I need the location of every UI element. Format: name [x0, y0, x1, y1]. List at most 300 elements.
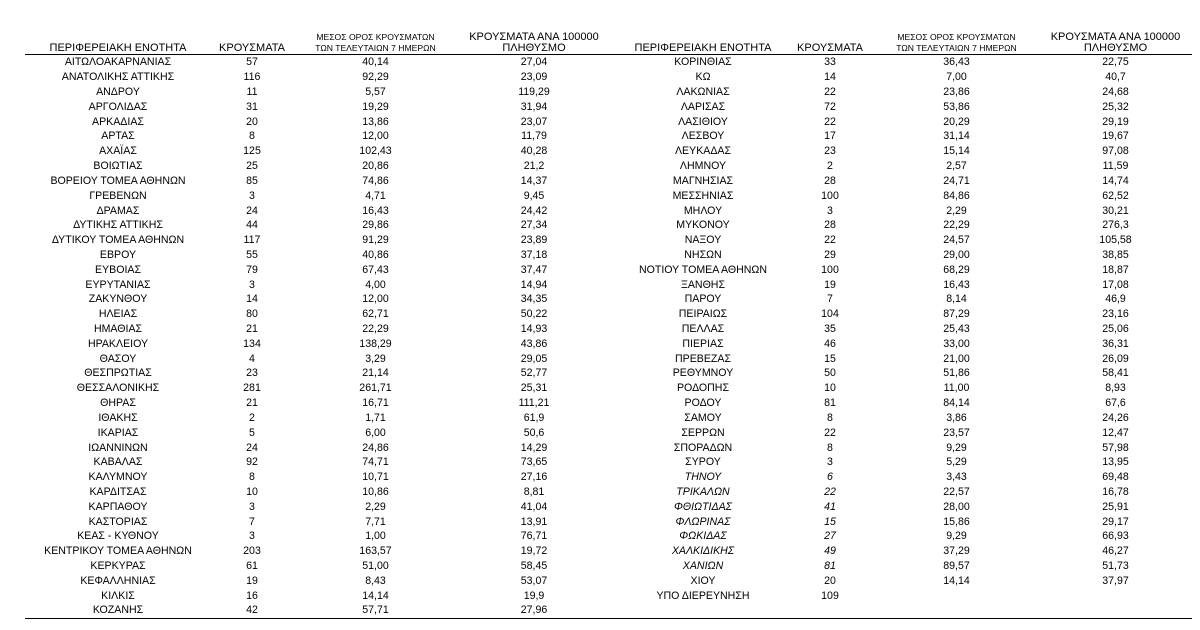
left-cases-cell: 61 [246, 560, 258, 573]
right-per100k-cell: 13,95 [1102, 456, 1129, 469]
left-cases-cell: 5 [249, 426, 255, 439]
left-region-cell: ΕΥΡΥΤΑΝΙΑΣ [85, 278, 151, 291]
right-per100k-cell: 97,08 [1102, 145, 1129, 158]
left-per100k-cell: 61,9 [523, 411, 545, 424]
right-cases-cell: 41 [824, 500, 836, 513]
column-spacer [610, 396, 620, 411]
column-spacer [610, 366, 620, 381]
left-per100k-cell: 14,37 [520, 174, 548, 187]
table-row [25, 277, 1192, 292]
left-avg7-cell: 22,29 [362, 323, 389, 336]
left-cases-cell: 8 [249, 130, 255, 143]
left-cases-cell: 24 [246, 441, 258, 454]
table-row [25, 322, 1192, 337]
left-per100k-cell: 23,09 [520, 71, 548, 84]
right-region-cell: ΠΕΙΡΑΙΩΣ [678, 308, 728, 321]
table-row [25, 470, 1192, 485]
table-row [25, 174, 1192, 189]
right-cases-cell: 35 [824, 323, 836, 336]
right-region-cell: ΜΥΚΟΝΟΥ [676, 219, 730, 232]
right-cases-cell: 33 [824, 56, 836, 69]
right-avg7-cell: 8,14 [946, 293, 967, 306]
table-row [25, 233, 1192, 248]
left-avg7-cell: 57,71 [293, 603, 458, 618]
left-cases-cell: 3 [249, 278, 255, 291]
left-avg7-cell: 1,71 [365, 411, 386, 424]
right-region-cell: ΦΩΚΙΔΑΣ [679, 530, 727, 543]
right-cases-cell: 104 [821, 308, 839, 321]
header-per100k-right [1039, 21, 1192, 55]
left-avg7-cell: 16,43 [362, 204, 389, 217]
header-avg7-right-line2: ΤΩΝ ΤΕΛΕΥΤΑΙΩΝ 7 ΗΜΕΡΩΝ [896, 43, 1017, 53]
right-cases-cell: 19 [824, 278, 836, 291]
header-avg7-line2: ΤΩΝ ΤΕΛΕΥΤΑΙΩΝ 7 ΗΜΕΡΩΝ [315, 43, 436, 53]
table-row [25, 499, 1192, 514]
right-per100k-cell: 30,21 [1102, 204, 1129, 217]
right-avg7-cell: 23,86 [943, 86, 970, 99]
right-region-cell: ΦΛΩΡΙΝΑΣ [675, 515, 731, 528]
right-avg7-cell: 51,86 [943, 367, 970, 380]
left-per100k-cell: 27,96 [458, 603, 610, 618]
right-avg7-cell: 16,43 [943, 278, 970, 291]
right-avg7-cell: 14,14 [943, 574, 970, 587]
table-row [25, 603, 1192, 618]
left-region-cell: ΔΡΑΜΑΣ [96, 204, 140, 217]
right-per100k-cell: 276,3 [1102, 219, 1129, 232]
table-row [25, 411, 1192, 426]
left-avg7-cell: 92,29 [362, 71, 389, 84]
left-per100k-cell: 34,35 [520, 293, 548, 306]
column-spacer [610, 188, 620, 203]
right-per100k-cell: 25,91 [1102, 500, 1129, 513]
left-avg7-cell: 14,14 [362, 589, 389, 602]
right-cases-cell: 15 [824, 515, 836, 528]
table-row [25, 55, 1192, 70]
left-per100k-cell: 19,9 [523, 589, 545, 602]
right-avg7-cell: 3,86 [946, 411, 967, 424]
right-per100k-cell: 18,87 [1102, 263, 1129, 276]
left-cases-cell: 79 [246, 263, 258, 276]
left-avg7-cell: 74,86 [362, 174, 389, 187]
left-cases-cell: 21 [246, 397, 258, 410]
right-cases-cell: 3 [827, 204, 833, 217]
header-cases-right: ΚΡΟΥΣΜΑΤΑ [797, 42, 863, 54]
right-region-cell [620, 603, 786, 618]
table-row [25, 99, 1192, 114]
table-row [25, 292, 1192, 307]
table-row [25, 85, 1192, 100]
right-per100k-cell: 12,47 [1102, 426, 1129, 439]
column-spacer [610, 603, 620, 618]
left-per100k-cell: 9,45 [523, 189, 545, 202]
left-per100k-cell: 19,72 [520, 545, 548, 558]
table-row [25, 455, 1192, 470]
left-per100k-cell: 41,04 [520, 500, 548, 513]
left-per100k-cell: 119,29 [518, 86, 550, 99]
table-row [25, 262, 1192, 277]
right-per100k-cell [1039, 588, 1192, 603]
right-cases-cell: 10 [824, 382, 836, 395]
header-avg7-right-line1: ΜΕΣΟΣ ΟΡΟΣ ΚΡΟΥΣΜΑΤΩΝ [897, 32, 1016, 42]
column-spacer [610, 559, 620, 574]
column-spacer [610, 440, 620, 455]
left-cases-cell: 8 [249, 471, 255, 484]
left-per100k-cell: 14,94 [520, 278, 548, 291]
right-region-cell: ΤΡΙΚΑΛΩΝ [676, 485, 730, 498]
right-per100k-cell: 51,73 [1102, 560, 1129, 573]
column-spacer [610, 573, 620, 588]
table-row [25, 514, 1192, 529]
column-spacer [610, 114, 620, 129]
table-header-row [25, 21, 1192, 55]
header-avg7 [293, 21, 458, 55]
right-cases-cell: 49 [824, 545, 836, 558]
right-cases-cell: 28 [824, 219, 836, 232]
table-row [25, 159, 1192, 174]
left-avg7-cell: 4,71 [365, 189, 386, 202]
right-avg7-cell: 15,14 [943, 145, 970, 158]
left-avg7-cell: 67,43 [362, 263, 389, 276]
left-region-cell: ΙΩΑΝΝΙΝΩΝ [88, 441, 148, 454]
right-avg7-cell: 3,43 [946, 471, 967, 484]
right-region-cell: ΥΠΟ ΔΙΕΡΕΥΝΗΣΗ [656, 589, 750, 602]
left-per100k-cell: 24,42 [520, 204, 548, 217]
left-region-cell: ΘΕΣΣΑΛΟΝΙΚΗΣ [76, 382, 160, 395]
table-row [25, 573, 1192, 588]
left-region-cell: ΔΥΤΙΚΗΣ ΑΤΤΙΚΗΣ [73, 219, 163, 232]
left-cases-cell: 55 [246, 248, 258, 261]
left-per100k-cell: 14,93 [520, 323, 548, 336]
left-avg7-cell: 5,57 [365, 86, 386, 99]
column-spacer [610, 144, 620, 159]
left-cases-cell: 23 [246, 367, 258, 380]
table-row [25, 559, 1192, 574]
right-per100k-cell: 46,9 [1105, 293, 1126, 306]
left-per100k-cell: 52,77 [520, 367, 548, 380]
right-avg7-cell: 23,57 [943, 426, 970, 439]
right-cases-cell: 3 [827, 456, 833, 469]
header-cases: ΚΡΟΥΣΜΑΤΑ [219, 42, 285, 54]
table-row [25, 307, 1192, 322]
column-spacer [610, 529, 620, 544]
right-region-cell: ΣΥΡΟΥ [685, 456, 721, 469]
left-region-cell: ΚΕΦΑΛΛΗΝΙΑΣ [80, 574, 156, 587]
right-cases-cell: 100 [821, 189, 839, 202]
right-region-cell: ΚΟΡΙΝΘΙΑΣ [674, 56, 732, 69]
left-region-cell: ΒΟΡΕΙΟΥ ΤΟΜΕΑ ΑΘΗΝΩΝ [50, 174, 186, 187]
column-spacer [610, 248, 620, 263]
right-region-cell: ΡΕΘΥΜΝΟΥ [672, 367, 734, 380]
header-per100k [458, 21, 610, 55]
left-per100k-cell: 50,6 [523, 426, 545, 439]
left-per100k-cell: 31,94 [520, 100, 548, 113]
column-spacer [610, 262, 620, 277]
column-spacer [610, 21, 620, 55]
left-per100k-cell: 37,18 [520, 248, 548, 261]
table-row [25, 366, 1192, 381]
table-row [25, 129, 1192, 144]
right-per100k-cell: 69,48 [1102, 471, 1129, 484]
left-avg7-cell: 21,14 [362, 367, 389, 380]
right-cases-cell: 7 [827, 293, 833, 306]
left-region-cell: ΑΙΤΩΛΟΑΚΑΡΝΑΝΙΑΣ [64, 56, 172, 69]
left-region-cell: ΚΑΒΑΛΑΣ [93, 456, 143, 469]
right-per100k-cell: 66,93 [1102, 530, 1129, 543]
left-avg7-cell: 6,00 [365, 426, 386, 439]
right-cases-cell: 17 [824, 130, 836, 143]
left-avg7-cell: 163,57 [359, 545, 392, 558]
right-region-cell: ΡΟΔΟΠΗΣ [676, 382, 730, 395]
left-per100k-cell: 29,05 [520, 352, 548, 365]
table-row [25, 248, 1192, 263]
right-avg7-cell: 68,29 [943, 263, 970, 276]
left-cases-cell: 117 [243, 234, 261, 247]
left-region-cell: ΚΟΖΑΝΗΣ [25, 603, 211, 618]
left-avg7-cell: 2,29 [365, 500, 386, 513]
left-per100k-cell: 25,31 [520, 382, 548, 395]
right-avg7-cell: 89,57 [943, 560, 970, 573]
right-region-cell: ΦΘΙΩΤΙΔΑΣ [673, 500, 733, 513]
right-avg7-cell: 20,29 [943, 115, 970, 128]
table-row [25, 440, 1192, 455]
right-avg7-cell: 7,00 [946, 71, 967, 84]
left-region-cell: ΚΑΣΤΟΡΙΑΣ [88, 515, 148, 528]
right-region-cell: ΧΙΟΥ [690, 574, 716, 587]
right-region-cell: ΣΠΟΡΑΔΩΝ [673, 441, 733, 454]
right-cases-cell: 8 [827, 441, 833, 454]
table-row [25, 114, 1192, 129]
left-cases-cell: 281 [243, 382, 261, 395]
right-per100k-cell: 26,09 [1102, 352, 1129, 365]
right-per100k-cell: 22,75 [1102, 56, 1129, 69]
right-avg7-cell: 24,57 [943, 234, 970, 247]
right-cases-cell: 14 [824, 71, 836, 84]
left-per100k-cell: 37,47 [520, 263, 548, 276]
right-region-cell: ΞΑΝΘΗΣ [680, 278, 726, 291]
left-avg7-cell: 16,71 [362, 397, 389, 410]
left-cases-cell: 25 [246, 160, 258, 173]
left-avg7-cell: 10,71 [362, 471, 389, 484]
column-spacer [610, 336, 620, 351]
left-avg7-cell: 62,71 [362, 308, 389, 321]
left-region-cell: ΘΑΣΟΥ [99, 352, 137, 365]
right-per100k-cell [1039, 603, 1192, 618]
left-per100k-cell: 40,28 [520, 145, 548, 158]
left-cases-cell: 85 [246, 174, 258, 187]
right-per100k-cell: 38,85 [1102, 248, 1129, 261]
left-cases-cell: 16 [246, 589, 258, 602]
left-region-cell: ΕΥΒΟΙΑΣ [95, 263, 141, 276]
right-region-cell: ΤΗΝΟΥ [684, 471, 722, 484]
right-cases-cell: 22 [824, 86, 836, 99]
left-per100k-cell: 23,07 [520, 115, 548, 128]
right-region-cell: ΠΡΕΒΕΖΑΣ [675, 352, 731, 365]
left-per100k-cell: 27,16 [520, 471, 548, 484]
left-region-cell: ΙΘΑΚΗΣ [98, 411, 138, 424]
right-cases-cell: 81 [824, 397, 836, 410]
right-per100k-cell: 37,97 [1102, 574, 1129, 587]
column-spacer [610, 499, 620, 514]
left-cases-cell: 203 [243, 545, 261, 558]
column-spacer [610, 351, 620, 366]
table-row [25, 351, 1192, 366]
left-cases-cell: 31 [246, 100, 258, 113]
left-cases-cell: 125 [243, 145, 261, 158]
left-region-cell: ΚΙΛΚΙΣ [101, 589, 135, 602]
table-row [25, 396, 1192, 411]
left-cases-cell: 4 [249, 352, 255, 365]
table-row [25, 381, 1192, 396]
column-spacer [610, 85, 620, 100]
right-per100k-cell: 40,7 [1105, 71, 1126, 84]
left-avg7-cell: 20,86 [362, 160, 389, 173]
table-row [25, 336, 1192, 351]
right-per100k-cell: 67,6 [1105, 397, 1126, 410]
left-cases-cell: 3 [249, 530, 255, 543]
right-region-cell: ΚΩ [695, 71, 711, 84]
right-cases-cell: 46 [824, 337, 836, 350]
left-avg7-cell: 12,00 [362, 130, 389, 143]
right-region-cell: ΜΗΛΟΥ [683, 204, 723, 217]
right-region-cell: ΣΕΡΡΩΝ [681, 426, 725, 439]
right-region-cell: ΜΑΓΝΗΣΙΑΣ [672, 174, 734, 187]
left-cases-cell: 3 [249, 189, 255, 202]
column-spacer [610, 470, 620, 485]
left-region-cell: ΚΑΡΔΙΤΣΑΣ [89, 485, 147, 498]
left-region-cell: ΘΕΣΠΡΩΤΙΑΣ [84, 367, 152, 380]
left-per100k-cell: 50,22 [520, 308, 548, 321]
right-per100k-cell: 62,52 [1102, 189, 1129, 202]
left-per100k-cell: 13,91 [520, 515, 548, 528]
left-cases-cell: 14 [246, 293, 258, 306]
column-spacer [610, 203, 620, 218]
left-per100k-cell: 8,81 [523, 485, 545, 498]
left-avg7-cell: 19,29 [362, 100, 389, 113]
right-cases-cell: 22 [824, 485, 836, 498]
left-region-cell: ΚΑΡΠΑΘΟΥ [88, 500, 148, 513]
right-avg7-cell: 2,57 [946, 160, 967, 173]
left-region-cell: ΚΕΡΚΥΡΑΣ [90, 560, 146, 573]
right-avg7-cell: 25,43 [943, 323, 970, 336]
left-cases-cell: 134 [243, 337, 261, 350]
left-avg7-cell: 74,71 [362, 456, 389, 469]
left-avg7-cell: 40,14 [362, 56, 389, 69]
left-avg7-cell: 10,86 [362, 485, 389, 498]
header-avg7-right [874, 21, 1039, 55]
left-cases-cell: 80 [246, 308, 258, 321]
right-cases-cell: 81 [824, 560, 836, 573]
right-avg7-cell: 53,86 [943, 100, 970, 113]
column-spacer [610, 455, 620, 470]
right-region-cell: ΝΟΤΙΟΥ ΤΟΜΕΑ ΑΘΗΝΩΝ [638, 263, 768, 276]
left-per100k-cell: 43,86 [520, 337, 548, 350]
cases-table [25, 21, 1192, 619]
column-spacer [610, 174, 620, 189]
left-avg7-cell: 261,71 [359, 382, 392, 395]
right-per100k-cell: 23,16 [1102, 308, 1129, 321]
header-per100k-line2: ΠΛΗΘΥΣΜΟ [502, 42, 566, 54]
table-row [25, 485, 1192, 500]
right-cases-cell: 15 [824, 352, 836, 365]
left-avg7-cell: 1,00 [365, 530, 386, 543]
right-cases-cell: 28 [824, 174, 836, 187]
right-region-cell: ΧΑΝΙΩΝ [682, 560, 724, 573]
column-spacer [610, 292, 620, 307]
right-avg7-cell: 15,86 [943, 515, 970, 528]
left-cases-cell: 116 [243, 71, 261, 84]
right-avg7-cell: 84,86 [943, 189, 970, 202]
left-region-cell: ΗΛΕΙΑΣ [98, 308, 138, 321]
right-region-cell: ΧΑΛΚΙΔΙΚΗΣ [671, 545, 735, 558]
right-per100k-cell: 57,98 [1102, 441, 1129, 454]
right-per100k-cell: 25,06 [1102, 323, 1129, 336]
left-avg7-cell: 102,43 [359, 145, 392, 158]
right-avg7-cell: 36,43 [943, 56, 970, 69]
header-per100k-right-line2: ΠΛΗΘΥΣΜΟ [1083, 42, 1148, 54]
right-avg7-cell: 9,29 [946, 530, 967, 543]
left-avg7-cell: 4,00 [365, 278, 386, 291]
column-spacer [610, 159, 620, 174]
left-per100k-cell: 21,2 [523, 160, 545, 173]
right-cases-cell: 22 [824, 234, 836, 247]
left-region-cell: ΔΥΤΙΚΟΥ ΤΟΜΕΑ ΑΘΗΝΩΝ [51, 234, 185, 247]
left-cases-cell: 7 [249, 515, 255, 528]
right-cases-cell: 27 [824, 530, 836, 543]
right-region-cell: ΛΗΜΝΟΥ [679, 160, 727, 173]
table-row [25, 144, 1192, 159]
right-per100k-cell: 25,32 [1102, 100, 1129, 113]
left-avg7-cell: 138,29 [359, 337, 392, 350]
right-avg7-cell: 5,29 [946, 456, 967, 469]
right-avg7-cell [874, 603, 1039, 618]
left-avg7-cell: 8,43 [365, 574, 386, 587]
left-region-cell: ΖΑΚΥΝΘΟΥ [88, 293, 148, 306]
left-cases-cell: 10 [246, 485, 258, 498]
column-spacer [610, 233, 620, 248]
right-region-cell: ΝΑΞΟΥ [684, 234, 722, 247]
right-cases-cell: 23 [824, 145, 836, 158]
left-cases-cell: 3 [249, 500, 255, 513]
right-per100k-cell: 36,31 [1102, 337, 1129, 350]
table-row [25, 529, 1192, 544]
left-region-cell: ΕΒΡΟΥ [99, 248, 137, 261]
column-spacer [610, 425, 620, 440]
column-spacer [610, 129, 620, 144]
right-avg7-cell: 9,29 [946, 441, 967, 454]
column-spacer [610, 55, 620, 70]
left-region-cell: ΑΧΑΪΑΣ [99, 145, 137, 158]
left-avg7-cell: 3,29 [365, 352, 386, 365]
column-spacer [610, 544, 620, 559]
left-per100k-cell: 111,21 [518, 397, 550, 410]
left-cases-cell: 44 [246, 219, 258, 232]
right-per100k-cell: 17,08 [1102, 278, 1129, 291]
right-avg7-cell: 29,00 [943, 248, 970, 261]
left-per100k-cell: 14,29 [520, 441, 548, 454]
header-per100k-right-line1: ΚΡΟΥΣΜΑΤΑ ΑΝΑ 100000 [1050, 31, 1181, 43]
right-per100k-cell: 16,78 [1102, 485, 1129, 498]
left-region-cell: ΑΝΔΡΟΥ [96, 86, 140, 99]
left-region-cell: ΗΡΑΚΛΕΙΟΥ [87, 337, 149, 350]
column-spacer [610, 381, 620, 396]
left-avg7-cell: 40,86 [362, 248, 389, 261]
column-spacer [610, 99, 620, 114]
right-region-cell: ΣΑΜΟΥ [684, 411, 722, 424]
left-region-cell: ΚΑΛΥΜΝΟΥ [88, 471, 148, 484]
column-spacer [610, 514, 620, 529]
column-spacer [610, 411, 620, 426]
right-avg7-cell: 84,14 [943, 397, 970, 410]
